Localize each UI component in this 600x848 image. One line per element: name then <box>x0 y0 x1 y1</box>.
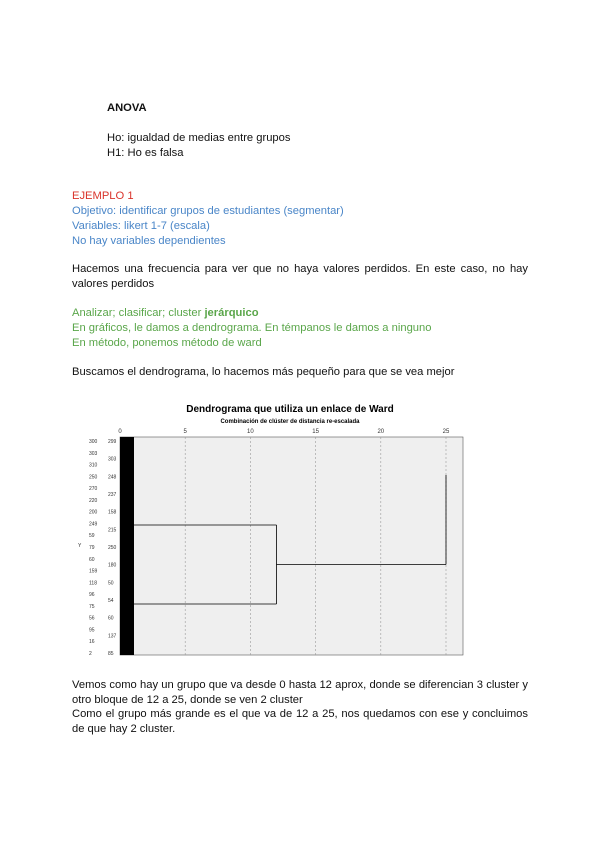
row-label: 118 <box>89 580 97 587</box>
x-tick-label: 20 <box>377 429 385 435</box>
label-bar <box>120 437 134 655</box>
plot-area <box>120 437 463 655</box>
row-label: 2 <box>89 651 92 657</box>
case-label: 158 <box>108 509 117 516</box>
row-label: 59 <box>89 533 95 540</box>
steps-line-2: En gráficos, le damos a dendrograma. En témpanos le damos a ninguno <box>72 322 432 334</box>
conclusion-paragraph-2: Como el grupo más grande es el que va de 12 a 25, nos quedamos con ese y concluimos de que hay 2 cluster. <box>72 708 528 735</box>
case-label: 303 <box>108 456 117 463</box>
case-label: 85 <box>108 651 114 657</box>
anova-h1: H1: Ho es falsa <box>107 147 184 159</box>
case-label: 54 <box>108 598 114 604</box>
example-title: EJEMPLO 1 <box>72 190 134 202</box>
row-label: 96 <box>89 592 95 599</box>
x-tick-label: 25 <box>442 429 450 435</box>
row-label: 159 <box>89 568 98 575</box>
row-label: 220 <box>89 497 98 504</box>
steps-line-1 <box>72 306 259 321</box>
row-label: 300 <box>89 439 98 445</box>
dendrogram-chart <box>80 395 480 665</box>
case-label: 248 <box>108 474 117 481</box>
row-label: 303 <box>89 450 98 457</box>
row-label: 249 <box>89 521 98 528</box>
row-label: 310 <box>89 462 98 469</box>
outer-labels <box>89 439 98 657</box>
case-label: 299 <box>108 439 117 445</box>
example-variables: Variables: likert 1-7 (escala) <box>72 220 210 232</box>
x-tick-label: 10 <box>247 429 254 435</box>
row-label: 75 <box>89 603 95 610</box>
steps-line-1-bold: jerárquico <box>204 307 259 319</box>
x-tick-label: 15 <box>312 429 319 435</box>
row-label: 79 <box>89 545 95 551</box>
example-objective: Objetivo: identificar grupos de estudiantes (segmentar) <box>72 205 344 217</box>
inner-labels <box>108 439 117 657</box>
row-label: 56 <box>89 615 95 622</box>
case-label: 237 <box>108 492 117 498</box>
x-tick-label: 0 <box>118 429 122 435</box>
x-tick-label: 5 <box>183 429 187 435</box>
steps-line-3: En método, ponemos método de ward <box>72 337 262 349</box>
case-label: 50 <box>108 580 114 587</box>
row-label: 200 <box>89 509 98 516</box>
example-dependents: No hay variables dependientes <box>72 235 226 247</box>
row-label: 95 <box>89 627 95 634</box>
case-label: 180 <box>108 562 117 569</box>
row-label: 60 <box>89 556 95 563</box>
chart-subtitle: Combinación de clúster de distancia re-escalada <box>220 419 360 425</box>
anova-heading: ANOVA <box>107 102 147 114</box>
side-mark: Y <box>78 543 82 549</box>
case-label: 137 <box>108 633 117 640</box>
case-label: 250 <box>108 545 117 551</box>
x-axis-ticks <box>118 429 450 435</box>
search-line: Buscamos el dendrograma, lo hacemos más pequeño para que se vea mejor <box>72 366 455 378</box>
frequency-paragraph: Hacemos una frecuencia para ver que no haya valores perdidos. En este caso, no hay valores perdidos <box>72 263 528 290</box>
case-label: 60 <box>108 615 114 622</box>
anova-h0: Ho: igualdad de medias entre grupos <box>107 132 291 144</box>
row-label: 250 <box>89 474 98 481</box>
conclusion-paragraph-1: Vemos como hay un grupo que va desde 0 hasta 12 aprox, donde se diferencian 3 cluster y otro bloque de 12 a 25, donde se ven 2 cluster <box>72 679 528 706</box>
row-label: 270 <box>89 486 98 493</box>
row-label: 16 <box>89 639 95 646</box>
steps-line-1-prefix: Analizar; clasificar; cluster <box>72 307 205 319</box>
case-label: 215 <box>108 527 117 534</box>
chart-title: Dendrograma que utiliza un enlace de Ward <box>186 404 394 415</box>
